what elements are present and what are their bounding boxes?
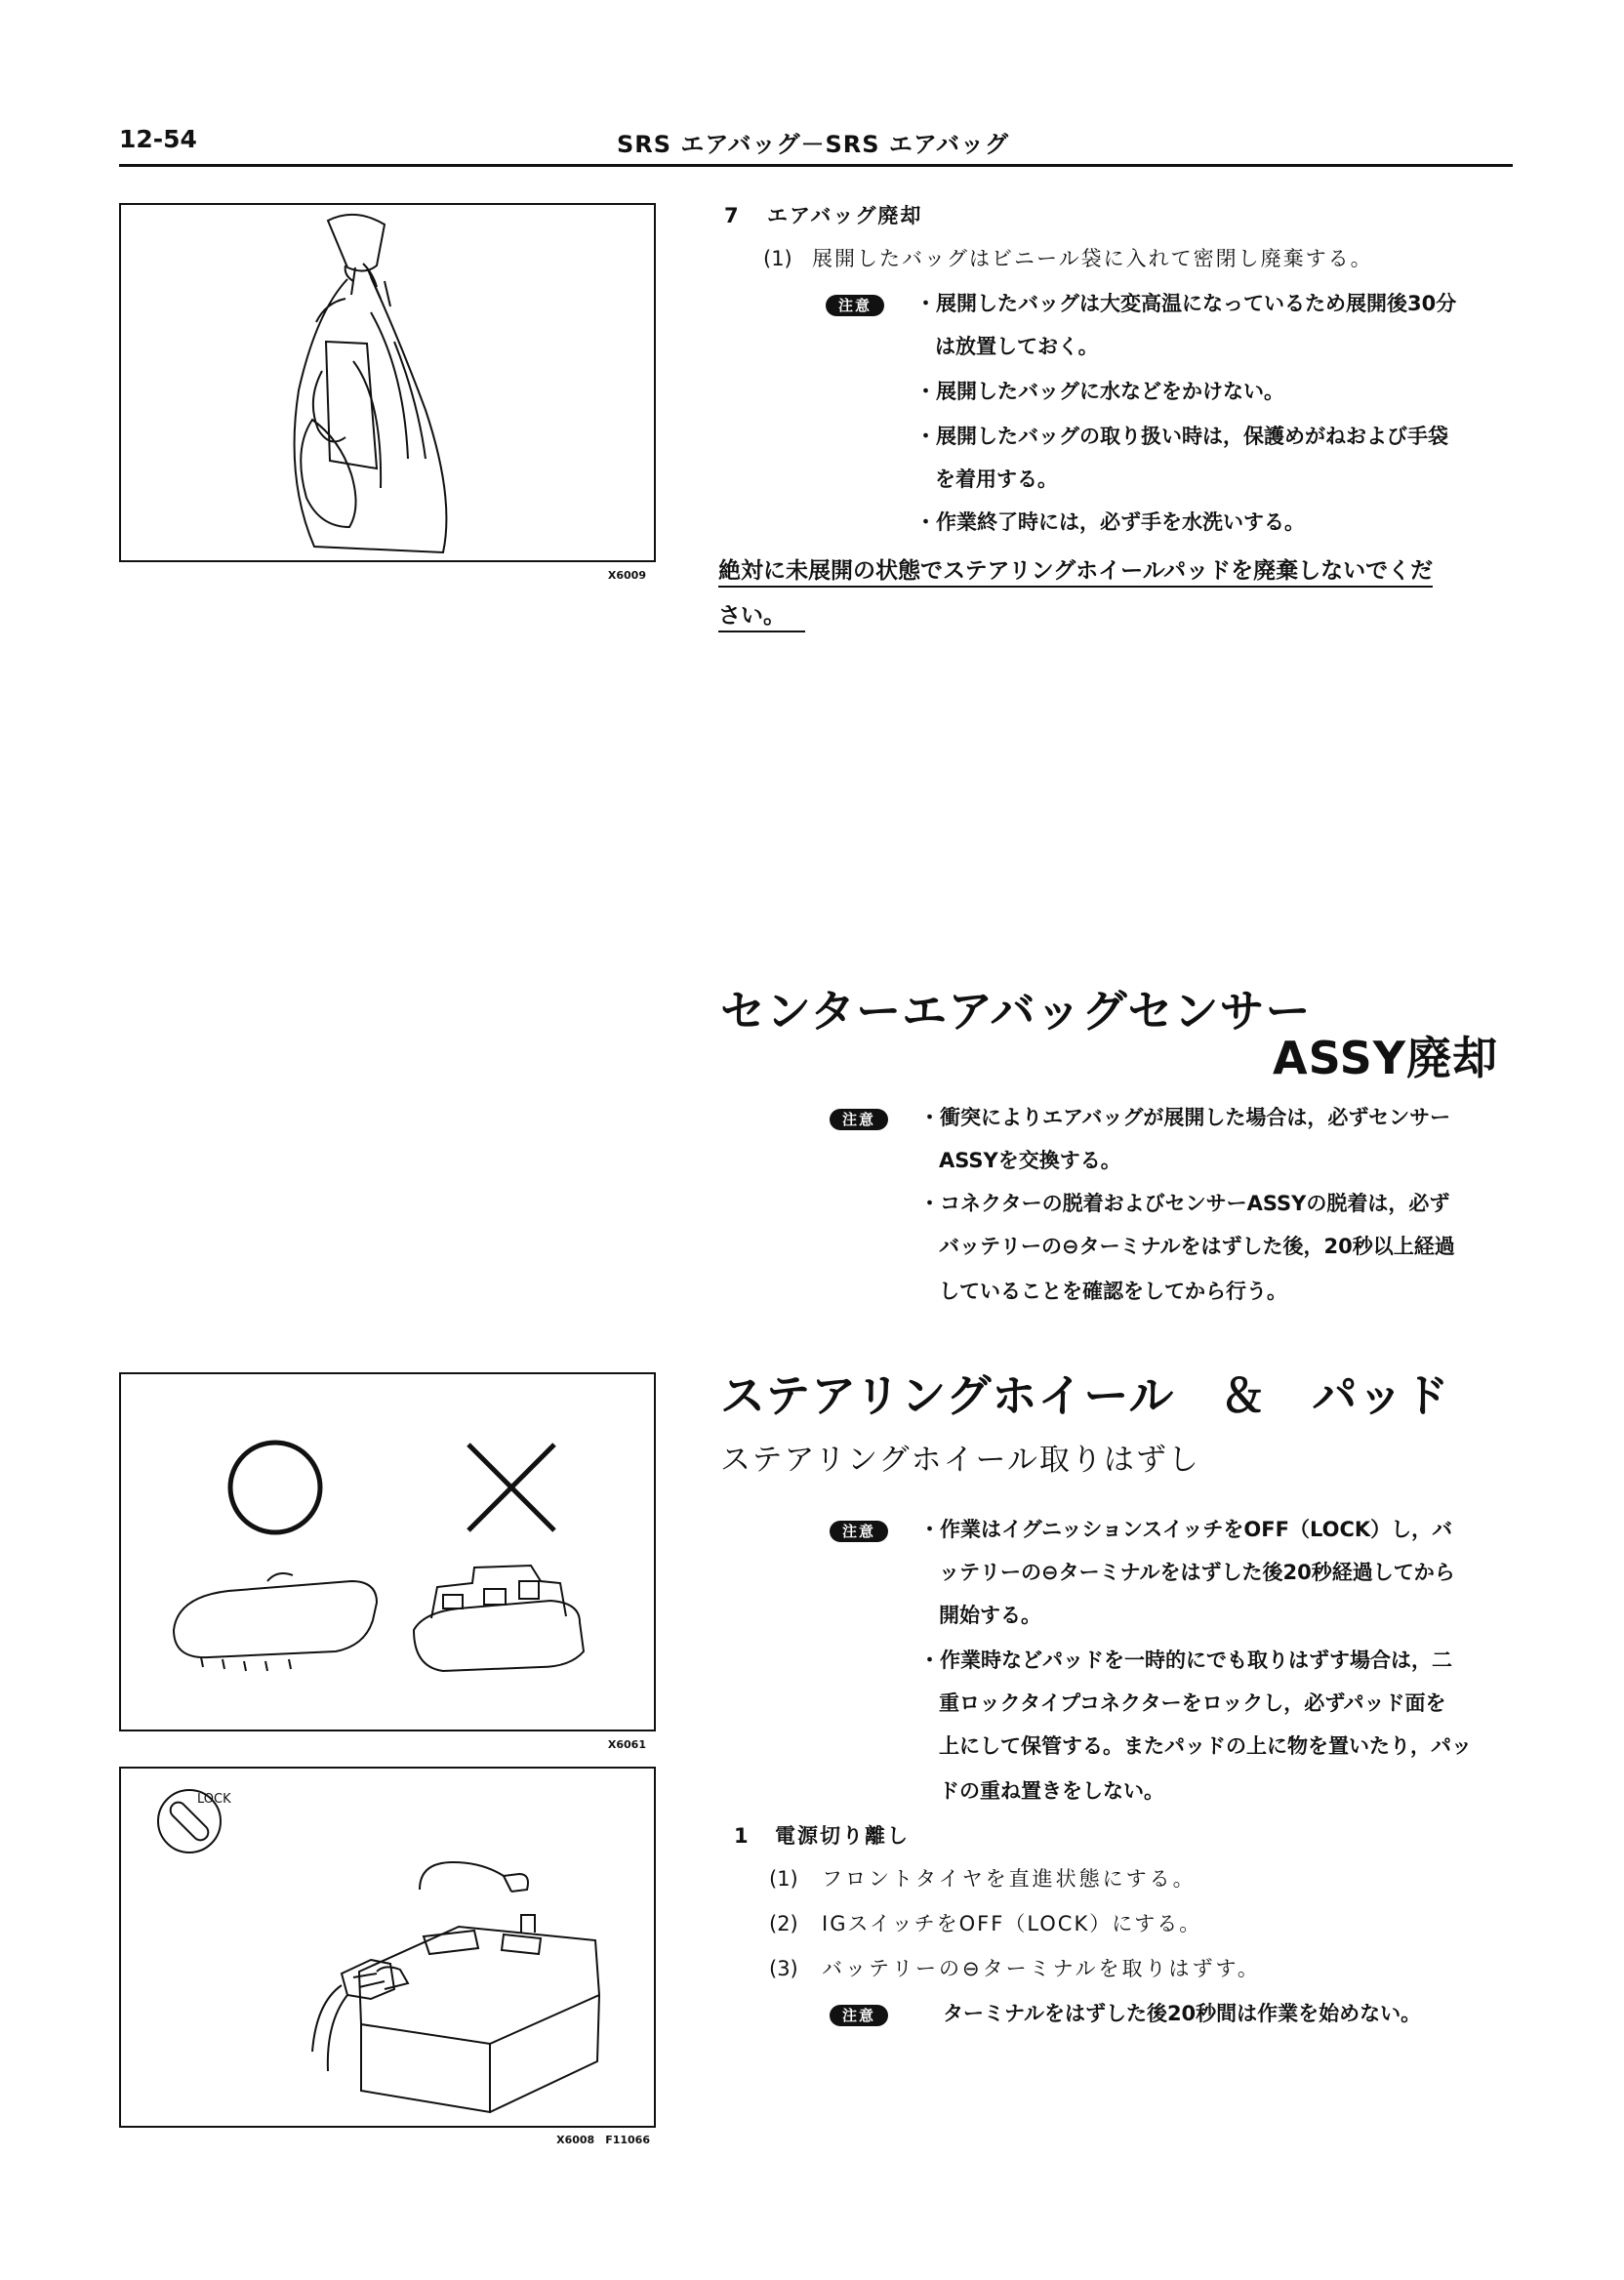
sealed-bag-illustration [121,205,654,560]
caution-line: ・作業時などパッドを一時的にでも取りはずす場合は，二 [919,1649,1452,1672]
item-number: (3) [769,1957,798,1980]
caution-line: ・展開したバッグは大変高温になっているため展開後30分 [915,292,1457,315]
page-number: 12-54 [119,125,197,153]
caution-badge: 注意 [830,1521,888,1542]
item-text: 展開したバッグはビニール袋に入れて密閉し廃棄する。 [812,247,1373,270]
item-text: IGスイッチをOFF（LOCK）にする。 [822,1912,1202,1935]
step-title: 電源切り離し [775,1824,910,1848]
figure-id: X6008 F11066 [556,2134,650,2146]
figure-battery [119,1767,656,2146]
caution-line: していることを確認をしてから行う。 [939,1280,1287,1303]
caution-line: を着用する。 [935,468,1058,491]
warning-line: 絶対に未展開の状態でステアリングホイールパッドを廃棄しないでくだ [718,556,1433,588]
caution-badge: 注意 [830,2005,888,2026]
caution-line: ・展開したバッグの取り扱い時は，保護めがねおよび手袋 [915,425,1448,448]
warning-line: さい。 [718,601,805,632]
caution-line: ・作業はイグニッションスイッチをOFF（LOCK）し，バ [919,1518,1453,1541]
caution-line: 重ロックタイプコネクターをロックし，必ずパッド面を [939,1691,1446,1715]
step-number: 7 [724,204,739,227]
caution-line: 開始する。 [939,1604,1041,1627]
page-header-title: SRS エアバッグ－SRS エアバッグ [617,131,1009,158]
figure-pad-orientation [119,1372,656,1751]
item-text: フロントタイヤを直進状態にする。 [822,1867,1197,1891]
step-title: エアバッグ廃却 [767,204,923,227]
item-number: (1) [769,1867,798,1891]
section-title: ステアリングホイール ＆ パッド [720,1369,1450,1422]
correct-circle-icon [230,1443,320,1532]
caution-line: ターミナルをはずした後20秒間は作業を始めない。 [943,2002,1422,2025]
item-number: (2) [769,1912,798,1935]
section-subtitle: ステアリングホイール取りはずし [720,1443,1200,1478]
caution-line: バッテリーの⊖ターミナルをはずした後，20秒以上経過 [939,1235,1455,1258]
caution-line: ・衝突によりエアバッグが展開した場合は，必ずセンサー [919,1106,1451,1129]
incorrect-x-icon [468,1445,554,1530]
figure-sealed-bag [119,203,656,582]
caution-badge: 注意 [830,1109,888,1130]
step-number: 1 [734,1824,749,1848]
caution-line: ドの重ね置きをしない。 [939,1779,1164,1803]
caution-badge: 注意 [826,295,884,316]
lock-label: LOCK [197,1792,231,1807]
item-number: (1) [763,247,792,270]
caution-line: ASSYを交換する。 [939,1149,1121,1172]
caution-line: 上にして保管する。またパッドの上に物を置いたり，パッ [939,1734,1472,1758]
caution-line: ・コネクターの脱着およびセンサーASSYの脱着は，必ず [919,1192,1450,1215]
caution-line: ・作業終了時には，必ず手を水洗いする。 [915,510,1305,534]
figure-id: X6061 [607,1738,646,1751]
pad-orientation-illustration [121,1374,654,1730]
item-text: バッテリーの⊖ターミナルを取りはずす。 [822,1957,1261,1980]
figure-id: X6009 [607,569,646,582]
caution-line: ッテリーの⊖ターミナルをはずした後20秒経過してから [939,1561,1455,1584]
caution-line: は放置しておく。 [935,335,1099,358]
battery-illustration [121,1769,654,2126]
section-title: ASSY廃却 [1273,1032,1499,1084]
section-title: センターエアバッグセンサー [720,985,1312,1038]
header-rule [119,164,1513,167]
caution-line: ・展開したバッグに水などをかけない。 [915,380,1284,403]
